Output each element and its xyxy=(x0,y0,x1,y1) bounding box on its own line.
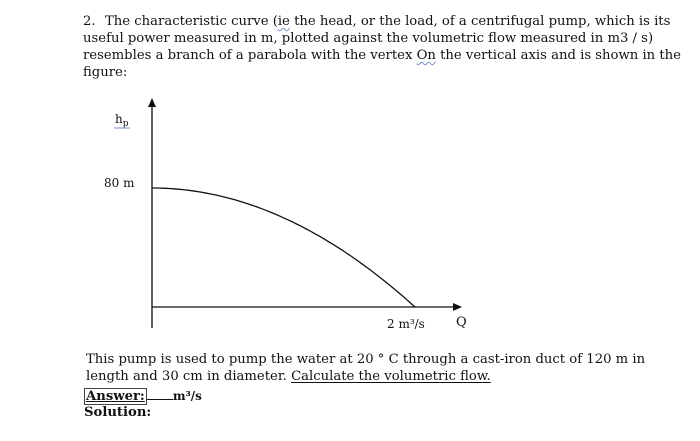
y-axis-label: $h_p$ xyxy=(115,112,129,129)
task-text: Calculate the volumetric flow. xyxy=(291,369,491,384)
answer-unit: m³/s xyxy=(172,389,202,403)
answer-label: Answer: xyxy=(86,389,145,404)
answer-blank[interactable] xyxy=(147,387,173,400)
x-tick-label: 2 m³/s xyxy=(387,317,425,331)
problem-number: 2. xyxy=(83,14,96,29)
problem-text: The characteristic curve (ie the head, or the load, of a centrifugal pump, which is its useful power measured in m, plotted against the volumetric flow measured in m3 / s) resembles a branch of a parabola with the vertex On the vertical axis and is shown in the figure: xyxy=(83,14,681,80)
y-axis-arrow-icon xyxy=(148,98,156,107)
x-axis-arrow-icon xyxy=(453,303,462,311)
x-axis-label: Q xyxy=(456,315,467,330)
answer-line xyxy=(84,387,202,405)
problem-conditions: This pump is used to pump the water at 20 ° C through a cast-iron duct of 120 m in length and 30 cm in diameter. Calculate the volumetric flow. xyxy=(86,352,646,384)
solution-label: Solution: xyxy=(84,405,152,420)
y-tick-label: 80 m xyxy=(104,176,135,190)
characteristic-curve-line xyxy=(152,188,415,307)
